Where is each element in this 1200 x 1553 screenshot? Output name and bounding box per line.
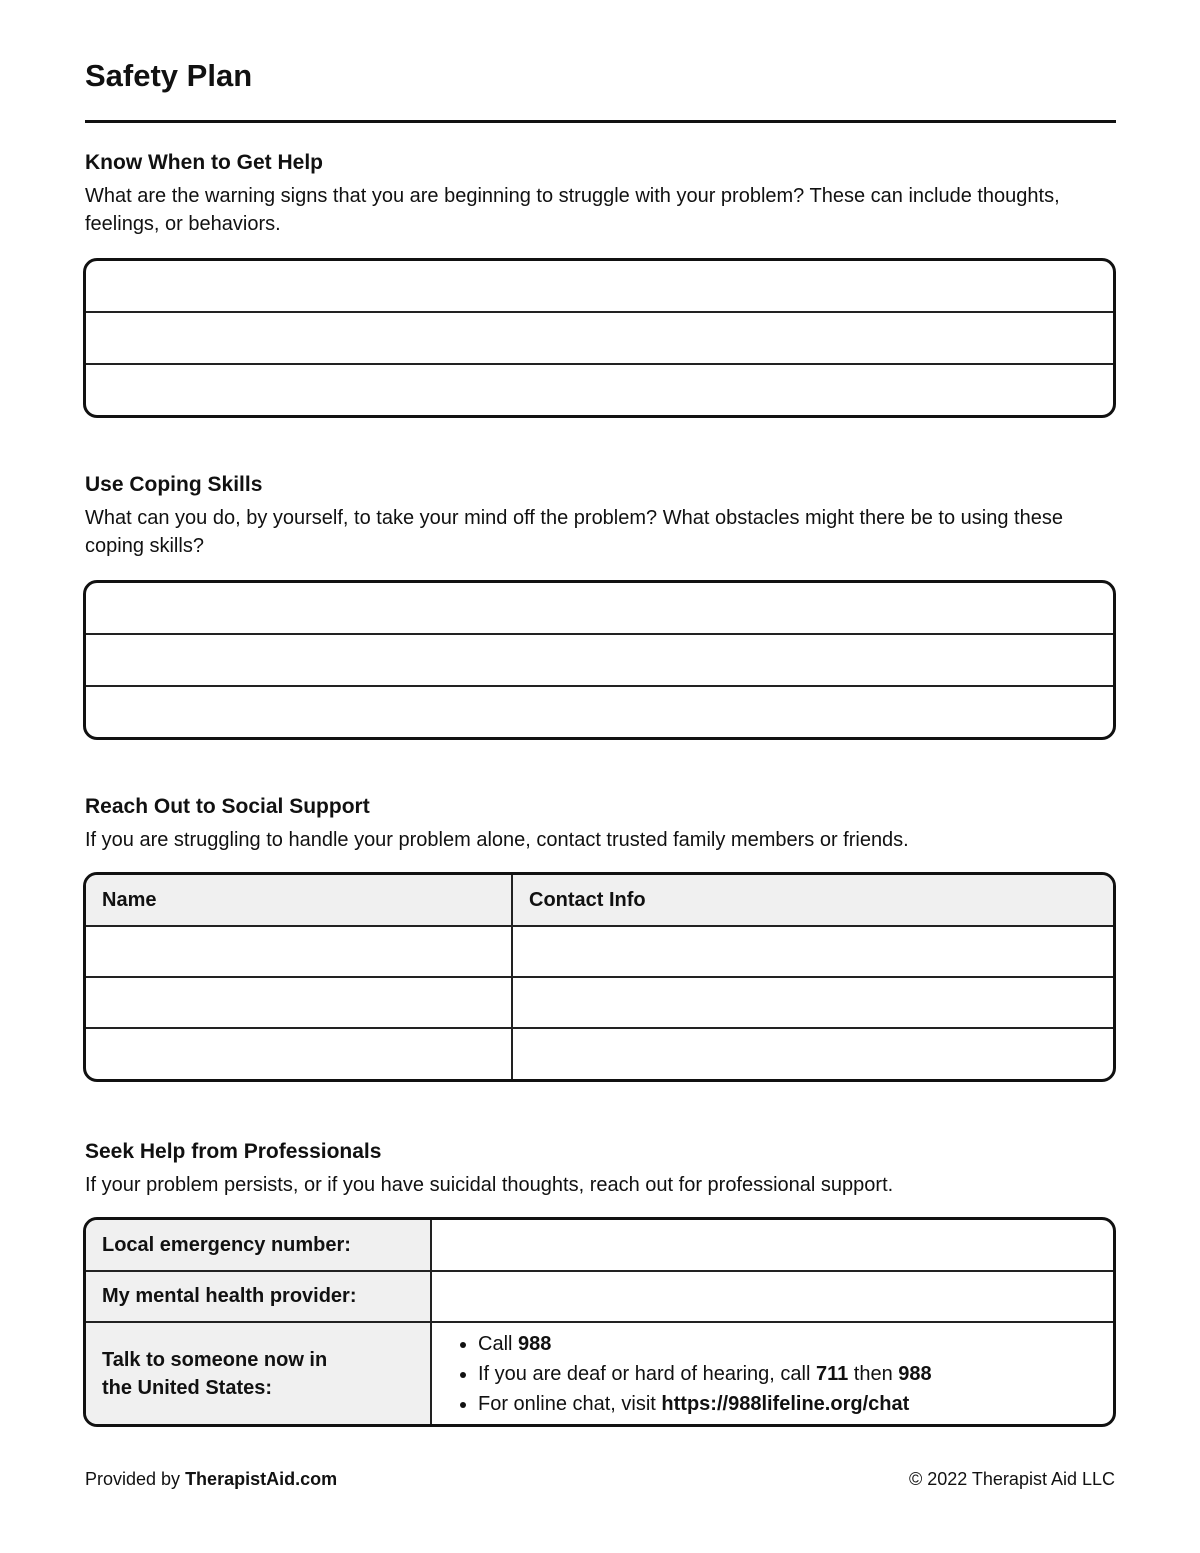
section-prompt: If your problem persists, or if you have suicidal thoughts, reach out for professional support. [85,1174,894,1196]
list-item: • Call 988 [478,1329,1097,1359]
title-divider [85,120,1116,123]
section-heading: Seek Help from Professionals [85,1140,382,1163]
section-professional-help [85,1139,1116,1199]
section-social-support [85,794,1116,854]
section-heading: Know When to Get Help [85,151,323,174]
professional-help-table [83,1217,1116,1427]
lifeline-chat-link[interactable]: https://988lifeline.org/chat [661,1392,910,1415]
local-emergency-field[interactable] [431,1220,1113,1271]
footer-copyright: © 2022 Therapist Aid LLC [908,1469,1115,1489]
warning-signs-box [83,258,1116,418]
footer-site-link[interactable]: TherapistAid.com [185,1469,338,1489]
contact-cell[interactable] [512,977,1113,1028]
writing-line-1[interactable] [86,261,1113,313]
section-warning-signs [85,150,1116,238]
section-prompt: If you are struggling to handle your problem alone, contact trusted family members or friends. [85,829,909,851]
name-cell[interactable] [86,1028,512,1079]
section-prompt: What are the warning signs that you are beginning to struggle with your problem? These can include thoughts, feelings, or behaviors. [85,185,1060,235]
writing-line-1[interactable] [86,583,1113,635]
local-emergency-label: Local emergency number: [86,1220,431,1271]
writing-line-2[interactable] [86,313,1113,365]
page-title: Safety Plan [85,58,253,93]
writing-line-3[interactable] [86,687,1113,737]
section-prompt: What can you do, by yourself, to take your mind off the problem? What obstacles might there be to using these coping skills? [85,507,1063,557]
name-cell[interactable] [86,926,512,977]
crisis-resources [431,1322,1113,1424]
contact-cell[interactable] [512,1028,1113,1079]
writing-line-3[interactable] [86,365,1113,415]
social-support-table [83,872,1116,1082]
contact-cell[interactable] [512,926,1113,977]
list-item: • For online chat, visit https://988lifeline.org/chat [478,1389,1097,1419]
mental-health-provider-label: My mental health provider: [86,1271,431,1322]
column-header-name: Name [86,875,512,926]
crisis-resource-list [452,1329,1097,1419]
coping-skills-box [83,580,1116,740]
footer-provided-by: Provided by TherapistAid.com [85,1469,338,1489]
writing-line-2[interactable] [86,635,1113,687]
column-header-contact-info: Contact Info [512,875,1113,926]
list-item: • If you are deaf or hard of hearing, call 711 then 988 [478,1359,1097,1389]
talk-now-label: Talk to someone now in the United States: [86,1322,431,1424]
mental-health-provider-field[interactable] [431,1271,1113,1322]
section-heading: Reach Out to Social Support [85,795,370,818]
section-heading: Use Coping Skills [85,473,263,496]
section-coping-skills [85,472,1116,560]
name-cell[interactable] [86,977,512,1028]
